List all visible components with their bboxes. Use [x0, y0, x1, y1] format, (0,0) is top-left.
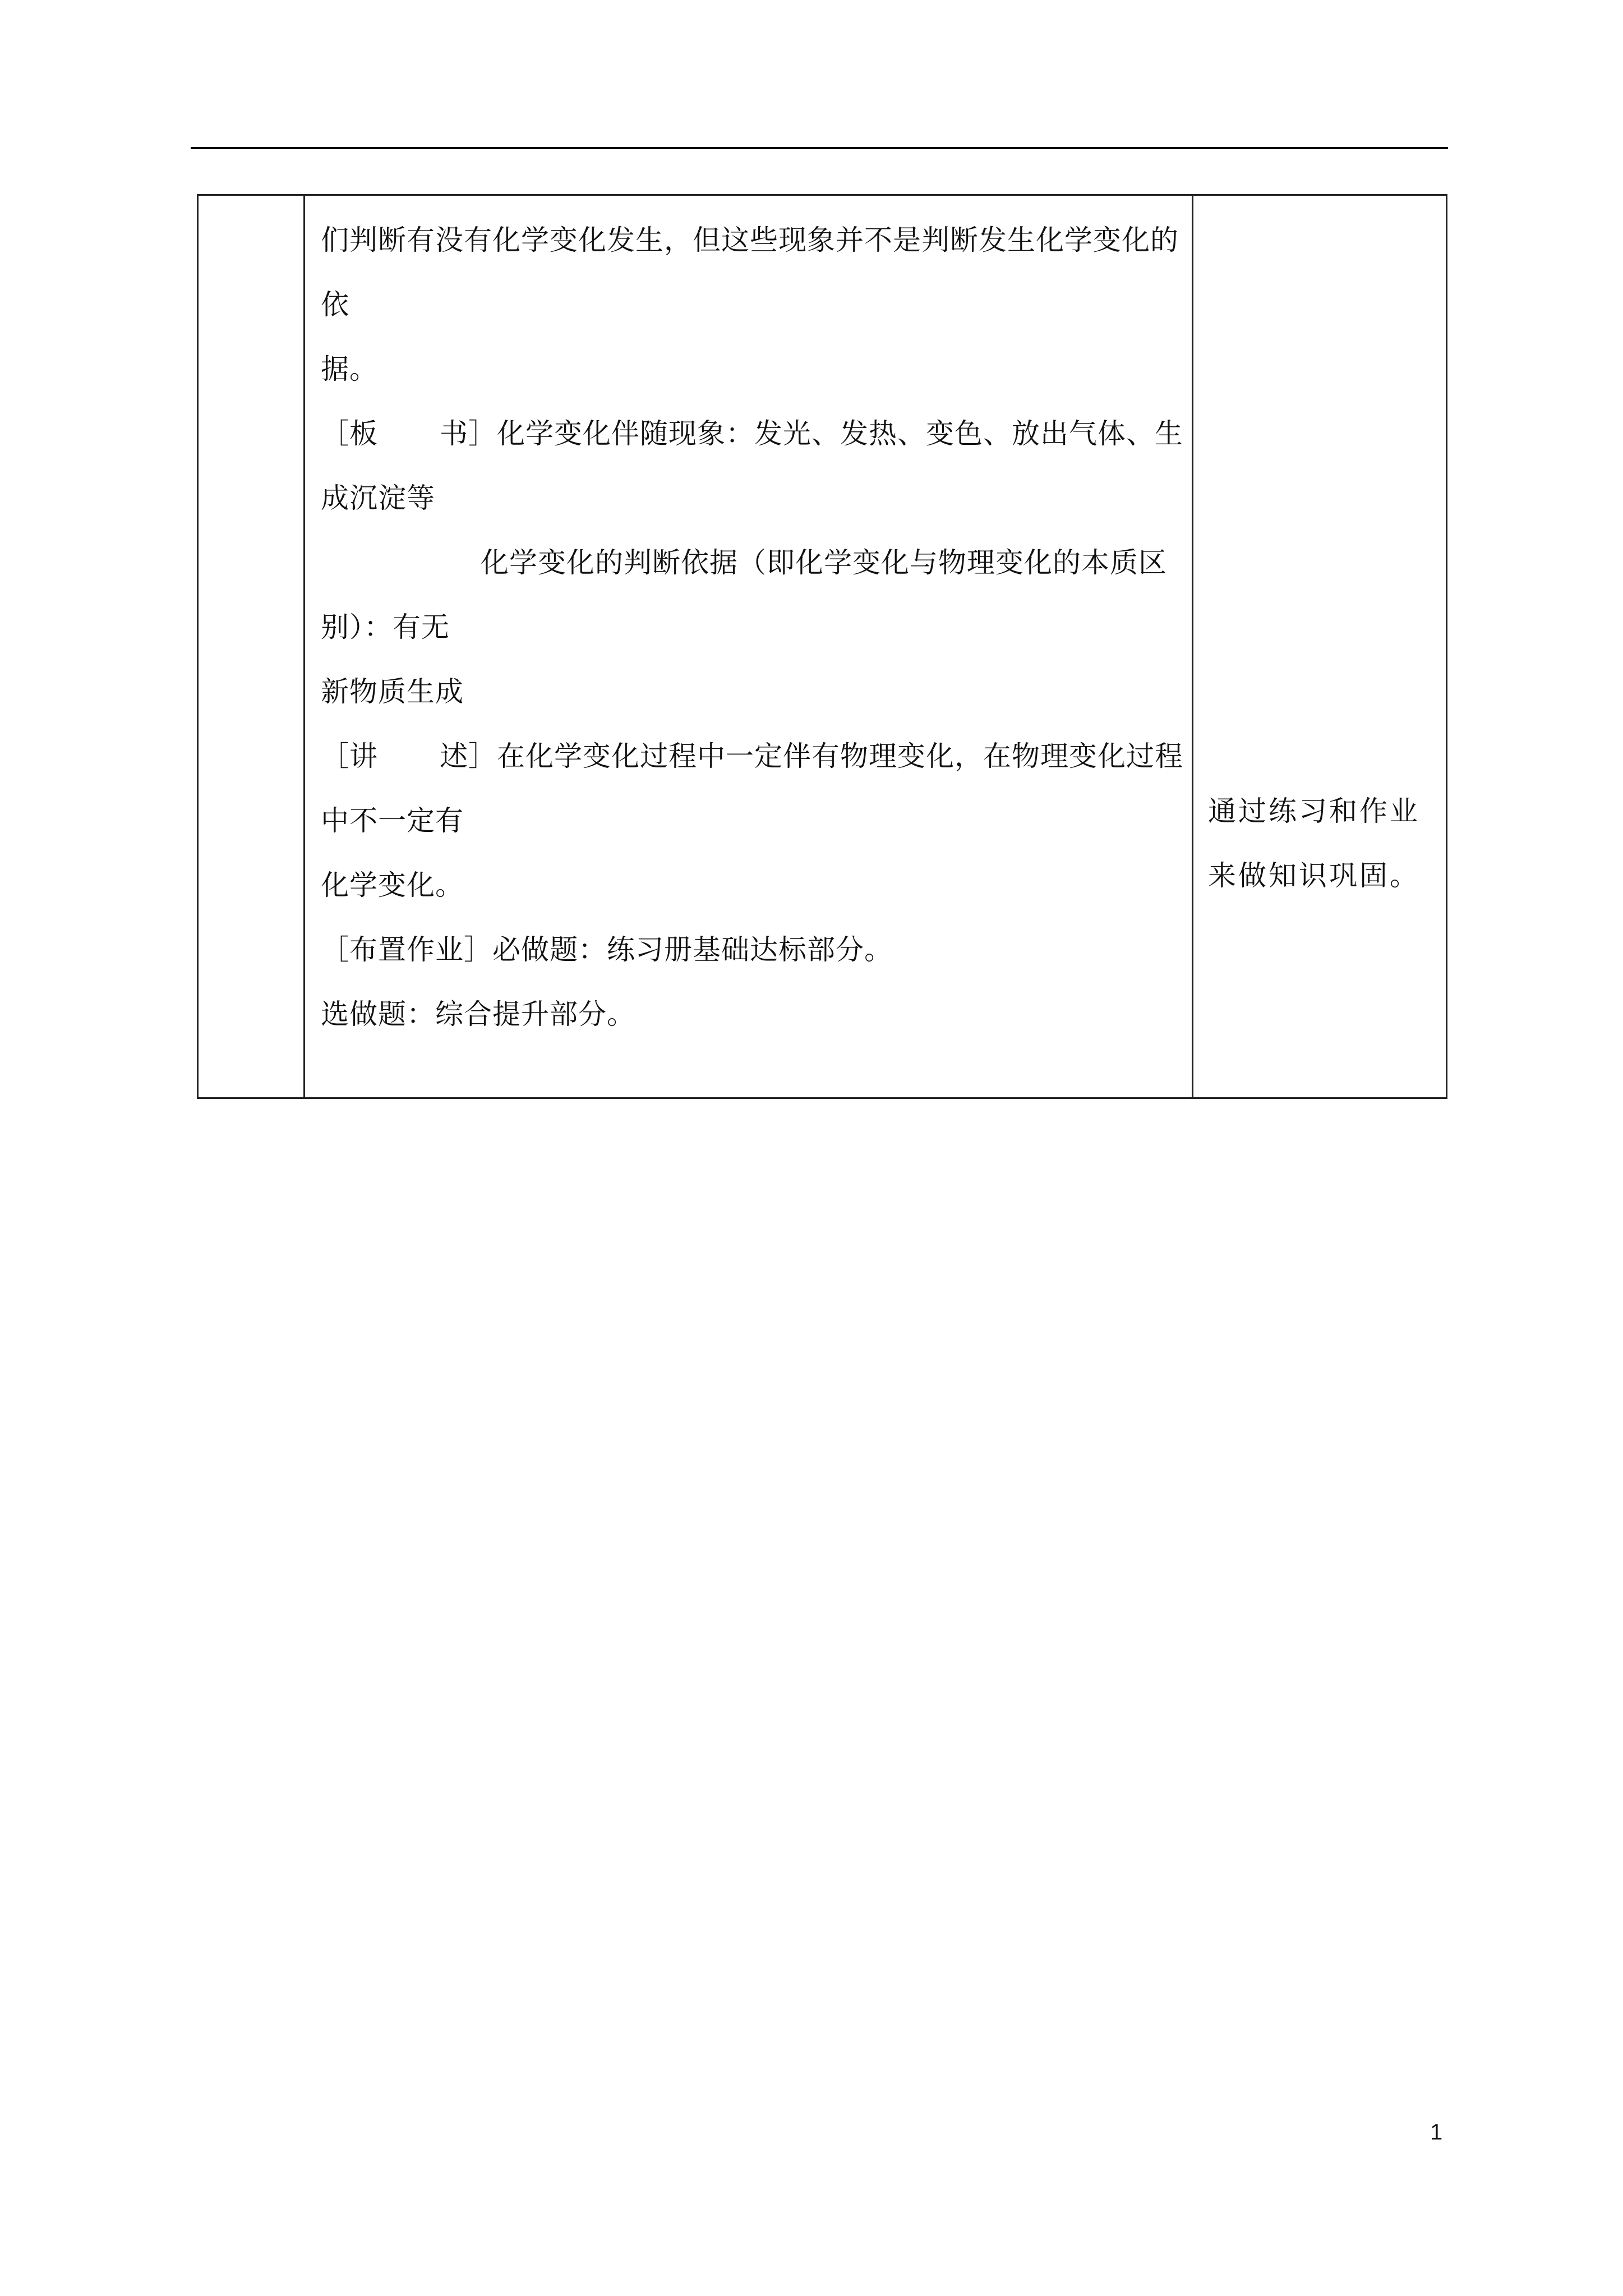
content-line: 中不一定有	[321, 804, 464, 837]
homework-line: ［布置作业］必做题：练习册基础达标部分。	[321, 933, 893, 966]
header-rule	[191, 147, 1448, 149]
blackboard-text: 化学变化伴随现象：发光、发热、变色、放出气体、生	[497, 417, 1183, 450]
optional-homework-line: 选做题：综合提升部分。	[321, 998, 635, 1030]
lecture-tag-open: ［讲	[321, 740, 378, 772]
content-line: 化学变化的判断依据（即化学变化与物理变化的本质区	[481, 546, 1167, 579]
blackboard-tag-close: 书］	[440, 417, 497, 450]
table-row	[198, 195, 1447, 1098]
content-line: 们判断有没有化学变化发生，但这些现象并不是判断发生化学变化的	[321, 224, 1179, 256]
design-intent-cell	[1193, 195, 1447, 1098]
content-line: 成沉淀等	[321, 482, 435, 514]
blackboard-line	[321, 402, 1183, 466]
note-line: 来做知识巩固。	[1208, 859, 1420, 892]
stage-cell	[198, 195, 305, 1098]
content-line: 据。	[321, 353, 378, 385]
lesson-plan-table	[197, 194, 1447, 1099]
lecture-text: 在化学变化过程中一定伴有物理变化，在物理变化过程	[497, 740, 1183, 772]
teaching-content-cell	[305, 195, 1193, 1098]
blackboard-tag-open: ［板	[321, 417, 378, 450]
content-line: 别）：有无	[321, 611, 450, 643]
lecture-tag-close: 述］	[440, 740, 497, 772]
content-line: 化学变化。	[321, 869, 464, 901]
page-number: 1	[1430, 2120, 1443, 2145]
content-line: 新物质生成	[321, 675, 464, 708]
note-line: 通过练习和作业	[1208, 795, 1420, 827]
lecture-line	[321, 724, 1183, 789]
content-line: 依	[321, 288, 349, 321]
